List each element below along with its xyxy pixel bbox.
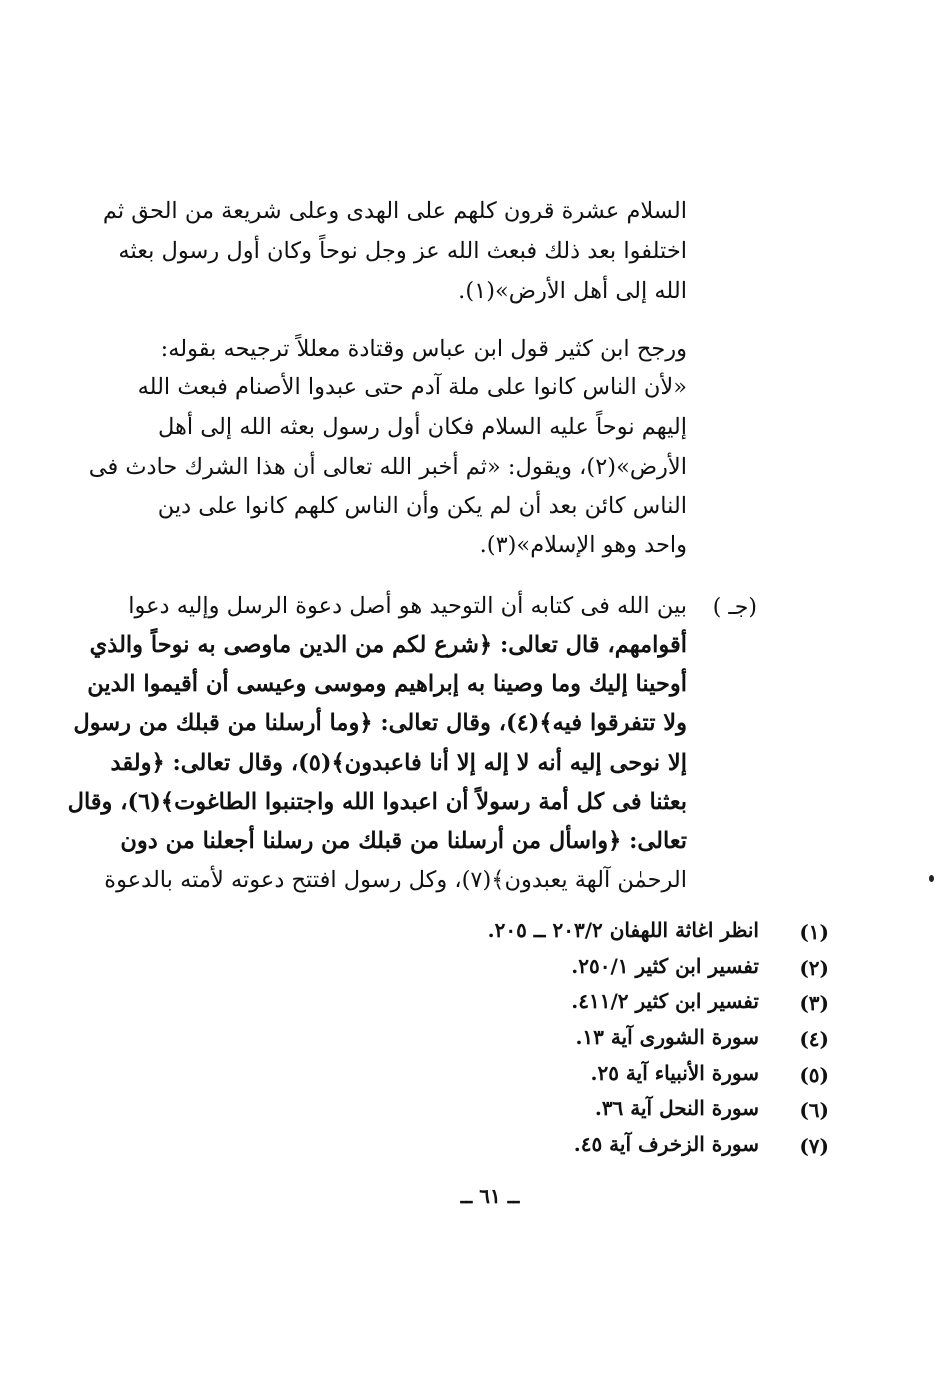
paragraph-3-line-2: أقوامهم، قال تعالى: ﴿شرع لكم من الدين ماوصى به نوحاً والذي xyxy=(89,632,687,658)
paragraph-3-line-4: ولا تتفرقوا فيه﴾(٤)، وقال تعالى: ﴿وما أرسلنا من قبلك من رسول xyxy=(73,710,687,736)
scan-mark xyxy=(929,875,934,882)
footnote-text: تفسير ابن كثير ٢٥٠/١. xyxy=(571,954,759,978)
footnote-number: (٣) xyxy=(799,991,829,1015)
footnote-text: انظر اغاثة اللهفان ٢٠٣/٢ ــ ٢٠٥. xyxy=(487,918,759,942)
paragraph-2-line-1: ورجح ابن كثير قول ابن عباس وقتادة معللاً ترجيحه بقوله: xyxy=(160,336,687,362)
footnote-number: (٦) xyxy=(799,1098,829,1122)
paragraph-2-line-6: واحد وهو الإسلام»(٣). xyxy=(479,532,687,558)
paragraph-2-line-4: الأرض»(٢)، ويقول: «ثم أخبر الله تعالى أن هذا الشرك حادث فى xyxy=(88,454,687,480)
footnote-number: (٥) xyxy=(799,1063,829,1087)
footnote-text: تفسير ابن كثير ٤١١/٢. xyxy=(571,989,759,1013)
paragraph-1-line-3: الله إلى أهل الأرض»(١). xyxy=(458,278,687,304)
paragraph-3-line-5: إلا نوحى إليه أنه لا إله إلا أنا فاعبدون﴾(٥)، وقال تعالى: ﴿ولقد xyxy=(110,750,687,776)
paragraph-2-line-3: إليهم نوحاً عليه السلام فكان أول رسول بعثه الله إلى أهل xyxy=(158,414,687,440)
footnote-number: (٤) xyxy=(799,1027,829,1051)
paragraph-3-line-6: بعثنا فى كل أمة رسولاً أن اعبدوا الله واجتنبوا الطاغوت﴾(٦)، وقال xyxy=(67,789,687,815)
footnote-number: (٧) xyxy=(799,1134,829,1158)
footnote-text: سورة النحل آية ٣٦. xyxy=(594,1096,759,1120)
section-label: (جـ ) xyxy=(712,595,757,620)
paragraph-3-line-1: بين الله فى كتابه أن التوحيد هو أصل دعوة الرسل وإليه دعوا xyxy=(128,593,687,619)
paragraph-1-line-2: اختلفوا بعد ذلك فبعث الله عز وجل نوحاً وكان أول رسول بعثه xyxy=(118,238,687,264)
paragraph-1-line-1: السلام عشرة قرون كلهم على الهدى وعلى شريعة من الحق ثم xyxy=(102,198,687,224)
footnote-number: (١) xyxy=(799,920,829,944)
paragraph-3-line-3: أوحينا إليك وما وصينا به إبراهيم وموسى وعيسى أن أقيموا الدين xyxy=(87,671,687,697)
footnote-number: (٢) xyxy=(799,956,829,980)
footnote-text: سورة الأنبياء آية ٢٥. xyxy=(590,1061,759,1085)
paragraph-2-line-2: «لأن الناس كانوا على ملة آدم حتى عبدوا الأصنام فبعث الله xyxy=(137,374,687,400)
paragraph-2-line-5: الناس كائن بعد أن لم يكن وأن الناس كلهم كانوا على دين xyxy=(157,493,687,519)
paragraph-3-line-8: الرحمٰن آلهة يعبدون﴾(٧)، وكل رسول افتتح دعوته لأمته بالدعوة xyxy=(104,867,687,893)
footnote-text: سورة الشورى آية ١٣. xyxy=(575,1025,759,1049)
footnote-text: سورة الزخرف آية ٤٥. xyxy=(573,1132,759,1156)
paragraph-3-line-7: تعالى: ﴿واسأل من أرسلنا من قبلك من رسلنا أجعلنا من دون xyxy=(120,828,687,854)
page-number: ــ ٦١ ــ xyxy=(460,1184,520,1208)
